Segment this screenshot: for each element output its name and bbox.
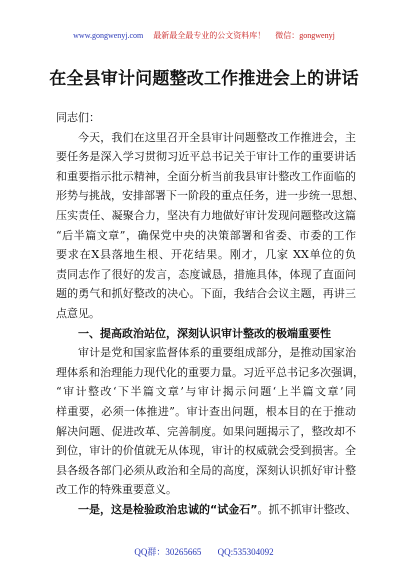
- salutation: 同志们：: [56, 111, 100, 124]
- paragraph-line: “审计整改‘下半篇文章’与审计揭示问题‘上半篇文章’同: [56, 385, 356, 399]
- site-header: [0, 30, 408, 42]
- paragraph-line: 今天，我们在这里召开全县审计问题整改工作推进会，主: [78, 130, 356, 144]
- paragraph-line: 要求在X县落地生根、开花结果。刚才，几家 XX单位的负: [56, 248, 356, 262]
- site-url-link[interactable]: www.gongwenyj.com: [73, 31, 144, 40]
- paragraph-line: [56, 500, 356, 520]
- paragraph-line: 审计是党和国家监督体系的重要组成部分，是推动国家治: [78, 346, 356, 360]
- paragraph-line: 改工作的特殊重要意义。: [56, 483, 177, 497]
- paragraph-line: 解决问题、促进改革、完善制度。如果问题揭示了，整改却不: [56, 424, 356, 438]
- wechat-id: 微信：gongwenyj: [275, 31, 335, 40]
- paragraph-line: 和重要指示批示精神，全面分析当前我县审计整改工作面临的: [56, 169, 356, 183]
- paragraph-line: “后半篇文章”，确保党中央的决策部署和省委、市委的工作: [56, 228, 356, 242]
- contact-footer: [0, 546, 408, 558]
- paragraph-line: 理体系和治理能力现代化的重要力量。习近平总书记多次强调，: [56, 365, 364, 379]
- section-heading: 一、提高政治站位，深刻认识审计整改的极端重要性: [78, 326, 331, 340]
- paragraph-line: 到位，审计的价值就无从体现，审计的权威就会受到损害。全: [56, 444, 356, 458]
- paragraph-line: 责同志作了很好的发言，态度诚恳，措施具体，体现了直面问: [56, 267, 356, 281]
- point-text: 。抓不抓审计整改、: [257, 502, 357, 516]
- paragraph-line: 压实责任、凝聚合力，坚决有力地做好审计发现问题整改这篇: [56, 208, 356, 222]
- paragraph-line: 形势与挑战，安排部署下一阶段的重点任务，进一步统一思想、: [56, 189, 364, 203]
- paragraph-line: 要任务是深入学习贯彻习近平总书记关于审计工作的重要讲话: [56, 150, 356, 164]
- site-slogan: 最新最全最专业的公文资料库！: [153, 31, 266, 40]
- paragraph-line: 题的勇气和抓好整改的决心。下面，我结合会议主题，再讲三: [56, 287, 356, 301]
- point-lead: 一是，这是检验政治忠诚的“试金石”: [78, 502, 258, 516]
- paragraph-line: 县各级各部门必须从政治和全局的高度，深刻认识抓好审计整: [56, 463, 356, 477]
- speech-body: [56, 108, 364, 519]
- paragraph-line: 样重要，必须一体推进”。审计查出问题，根本目的在于推动: [56, 404, 356, 418]
- qq-number: QQ:535304092: [217, 547, 274, 557]
- page-title: 在全县审计问题整改工作推进会上的讲话: [49, 69, 359, 89]
- paragraph-line: 点意见。: [56, 306, 100, 320]
- qq-group: QQ群：30265665: [134, 547, 202, 557]
